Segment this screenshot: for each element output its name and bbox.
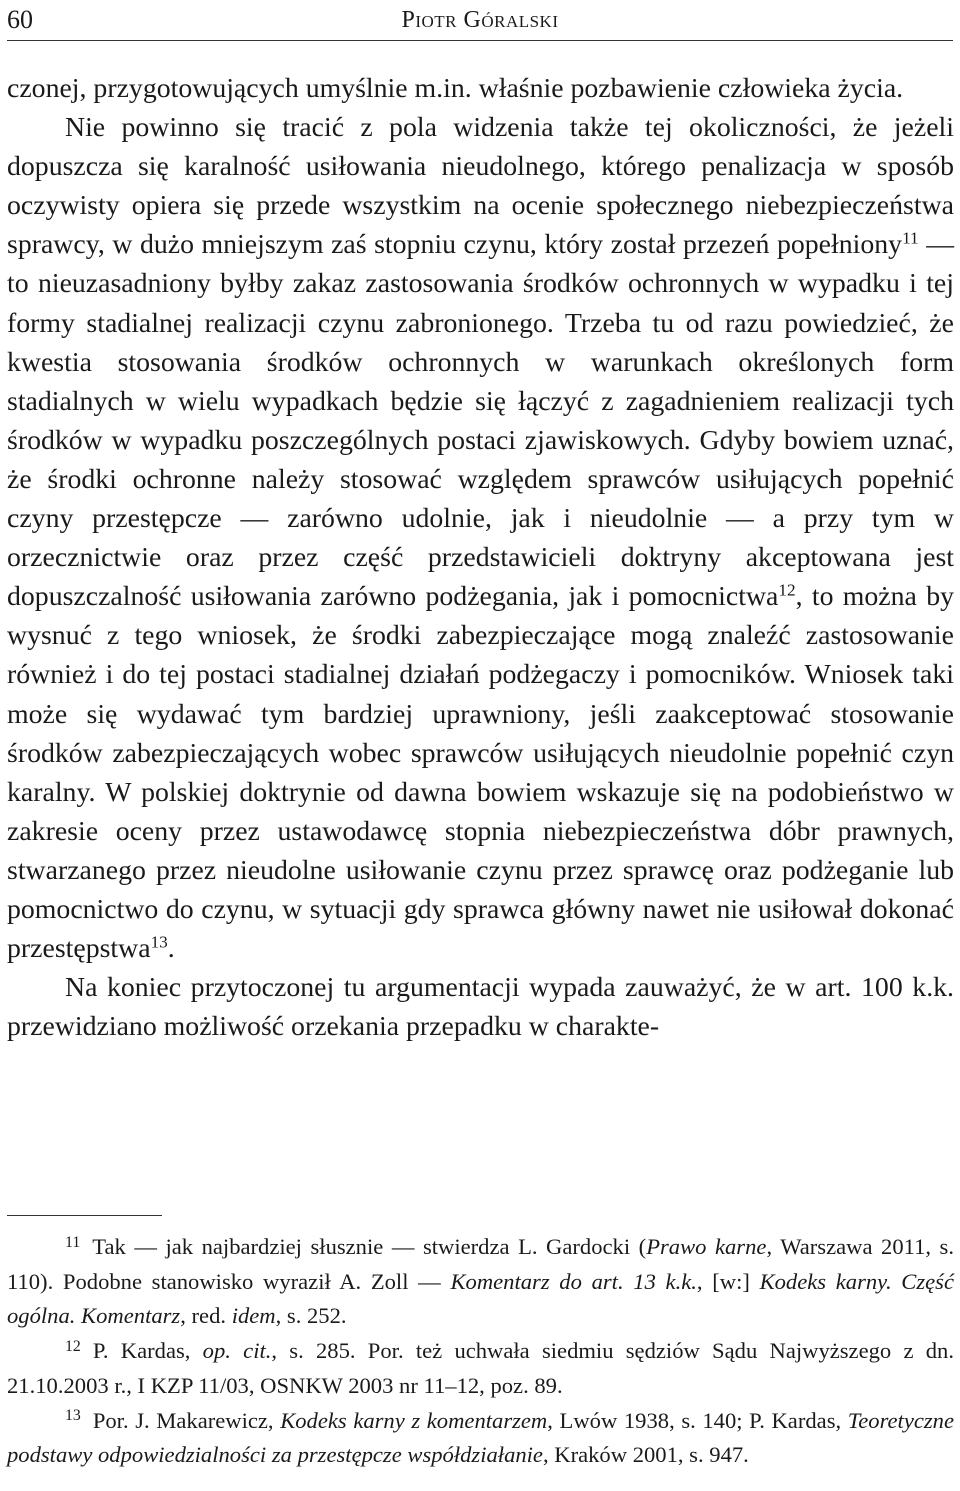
- footnotes: [7, 1230, 954, 1473]
- paragraph-1: czonej, przygotowujących umyślnie m.in. właśnie pozbawienie człowieka życia.: [7, 73, 904, 104]
- body-text: [7, 69, 954, 1046]
- footnote-11: [7, 1230, 954, 1334]
- footnote-12: [7, 1334, 954, 1403]
- footnote-text: , s. 285. Por. też uchwała siedmiu sędziów Sądu Najwyższego z dn. 21.10.2003 r., I KZP 11/03, OSNKW 2003 nr 11–12, poz. 89.: [7, 1338, 954, 1398]
- footnote-text: , [w:]: [696, 1268, 760, 1294]
- footnote-text: , Warszawa 2011, s. 110). Podobne stanowisko wyraził A. Zoll —: [7, 1234, 954, 1294]
- footnote-italic: Komentarz do art. 13 k.k.: [450, 1268, 697, 1294]
- paragraph-2-end: .: [167, 933, 175, 965]
- footnote-italic: Prawo karne: [646, 1234, 767, 1259]
- footnote-ref-13: 13: [150, 932, 168, 952]
- paragraph-2-text-a: Nie powinno się tracić z pola widzenia także tej okoliczności, że jeżeli dopuszcza się karalność usiłowania nieudolnego, którego penalizacja w sposób oczywisty opiera się przede wszystkim na ocenie społecznego niebezpieczeństwa sprawcy, w dużo mniejszym zaś stopniu czynu, który został przezeń popełniony: [7, 112, 954, 261]
- footnote-text: Por. J. Makarewicz,: [92, 1407, 281, 1433]
- footnote-number: 12: [65, 1338, 81, 1355]
- footnote-ref-11: 11: [902, 228, 919, 248]
- paragraph-3: Na koniec przytoczonej tu argumentacji wypada zauważyć, że w art. 100 k.k. przewidziano możliwość orzekania przepadku w charakte-: [7, 972, 954, 1043]
- footnote-text: , Lwów 1938, s. 140; P. Kardas,: [547, 1407, 848, 1433]
- footnote-italic: Kodeks karny. Część ogólna. Komentarz: [7, 1268, 954, 1329]
- footnote-italic: idem: [231, 1303, 276, 1329]
- footnote-italic: Teoretyczne podstawy odpowiedzialności za przestępcze współdziałanie: [7, 1407, 954, 1468]
- footnote-italic: op. cit.: [202, 1338, 272, 1364]
- footnote-text: , s. 252.: [275, 1303, 347, 1329]
- footnote-italic: Kodeks karny z komentarzem: [280, 1407, 548, 1433]
- footnote-number: 13: [65, 1407, 81, 1425]
- footnote-number: 11: [65, 1233, 81, 1251]
- footnote-text: Tak — jak najbardziej słusznie — stwierdza L. Gardocki (: [92, 1234, 647, 1259]
- footnote-text: , red.: [180, 1303, 232, 1329]
- paragraph-2: [7, 108, 954, 968]
- paragraph-2-text-b: — to nieuzasadniony byłby zakaz zastosowania środków ochronnych w wypadku i tej formy stadialnej realizacji czynu zabronionego. Trzeba tu od razu powiedzieć, że kwestia stosowania środków ochronnych w warunkach określonych form stadialnych w wielu wypadkach będzie się łączyć z zagadnieniem realizacji tych środków w wypadku poszczególnych postaci zjawiskowych. Gdyby bowiem uznać, że środki ochronne należy stosować względem sprawców usiłujących popełnić czyny przestępcze — zarówno udolnie, jak i nieudolnie — a przy tym w orzecznictwie oraz przez część przedstawicieli doktryny akceptowana jest dopuszczalność usiłowania zarówno podżegania, jak i pomocnictwa: [7, 229, 955, 613]
- running-head-author: Piotr Góralski: [401, 7, 559, 33]
- footnote-13: [7, 1404, 954, 1473]
- page-header: [7, 0, 953, 41]
- paragraph-2-text-c: , to można by wysnuć z tego wniosek, że środki zabezpieczające mogą znaleźć zastosowanie również i do tej postaci stadialnej działań podżegaczy i pomocników. Wniosek taki może się wydawać tym bardziej uprawniony, jeśli zaakceptować stosowanie środków zabezpieczających wobec sprawców usiłujących nieudolnie popełnić czyn karalny. W polskiej doktrynie od dawna bowiem wskazuje się na podobieństwo w zakresie oceny przez ustawodawcę stopnia niebezpieczeństwa dóbr prawnych, stwarzanego przez nieudolne usiłowanie czynu przez sprawcę oraz podżeganie lub pomocnictwo do czynu, w sytuacji gdy sprawca główny nawet nie usiłował dokonać przestępstwa: [7, 581, 954, 965]
- footnote-ref-12: 12: [778, 580, 796, 600]
- footnote-text: P. Kardas,: [92, 1338, 203, 1364]
- page-number: 60: [7, 5, 33, 34]
- footnote-separator: [7, 1215, 162, 1216]
- footnote-text: , Kraków 2001, s. 947.: [542, 1442, 749, 1468]
